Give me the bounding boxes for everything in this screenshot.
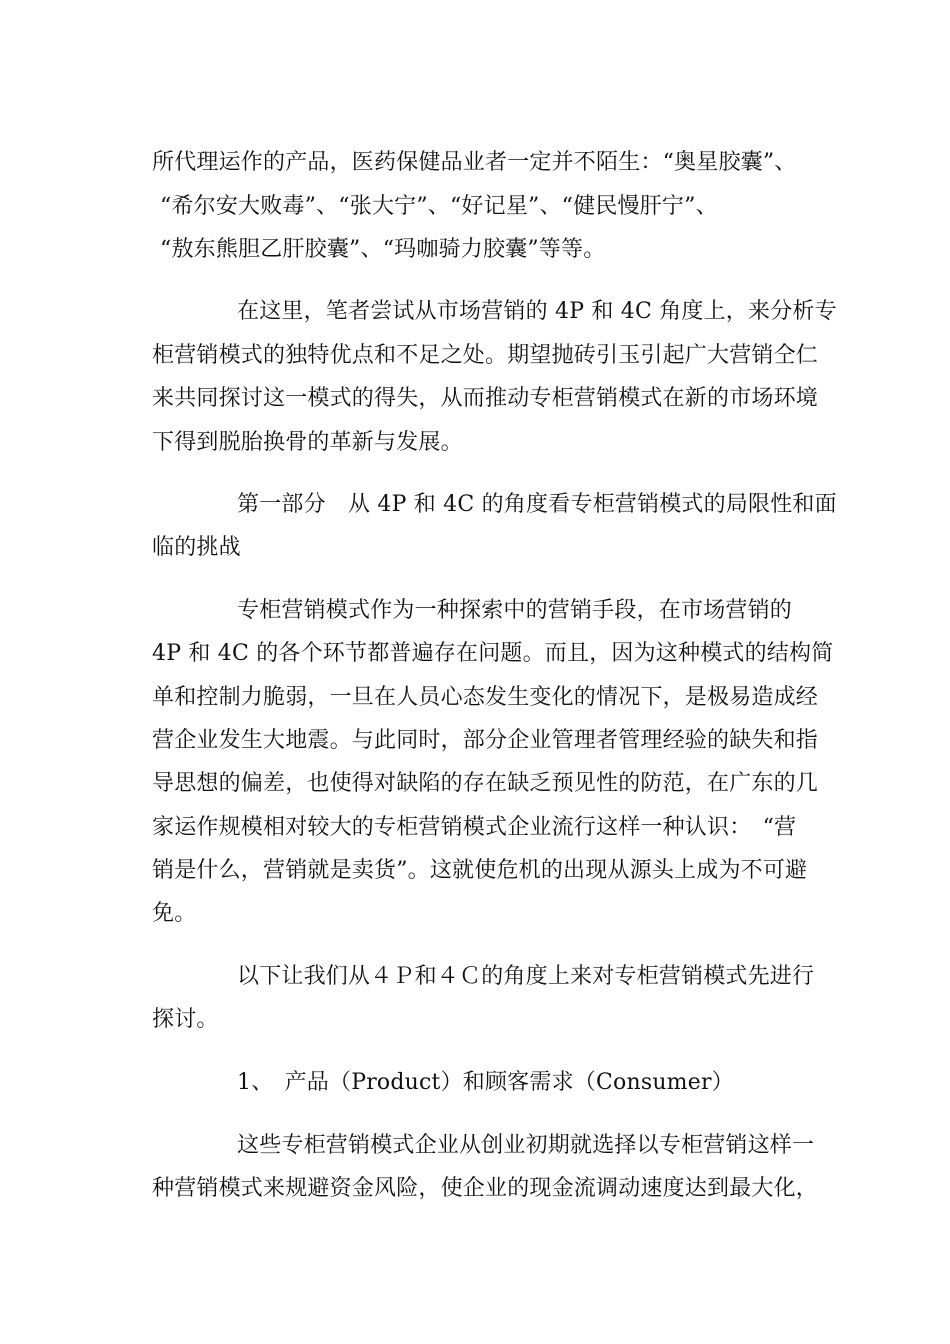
text-line: 家运作规模相对较大的专柜营销模式企业流行这样一种认识： “营 (152, 815, 797, 840)
text-line: “希尔安大败毒”、“张大宁”、“好记星”、“健民慢肝宁”、 (160, 194, 718, 219)
text-line: 4P 和 4C 的各个环节都普遍存在问题。而且，因为这种模式的结构简 (152, 641, 834, 666)
text-line: 营企业发生大地震。与此同时，部分企业管理者管理经验的缺失和指 (152, 728, 819, 753)
text-line: 种营销模式来规避资金风险，使企业的现金流调动速度达到最大化， (152, 1176, 819, 1201)
text-line: 导思想的偏差，也使得对缺陷的存在缺乏预见性的防范，在广东的几 (152, 771, 819, 796)
text-line: 单和控制力脆弱，一旦在人员心态发生变化的情况下，是极易造成经 (152, 685, 819, 710)
subheading-line: 1、 产品（Product）和顾客需求（Consumer） (237, 1070, 734, 1095)
text-line: 所代理运作的产品，医药保健品业者一定并不陌生：“奥星胶囊”、 (152, 150, 797, 175)
section-heading-line: 第一部分 从 4P 和 4C 的角度看专柜营销模式的局限性和面 (237, 492, 837, 517)
text-line: 这些专柜营销模式企业从创业初期就选择以专柜营销这样一 (237, 1133, 815, 1158)
section-heading-line: 临的挑战 (152, 535, 241, 560)
text-line: 免。 (152, 901, 197, 926)
text-line: 销是什么，营销就是卖货”。这就使危机的出现从源头上成为不可避 (152, 858, 808, 883)
text-line: 探讨。 (152, 1007, 219, 1032)
text-line: 来共同探讨这一模式的得失，从而推动专柜营销模式在新的市场环境 (152, 386, 819, 411)
text-line: 以下让我们从４Ｐ和４Ｃ的角度上来对专柜营销模式先进行 (237, 964, 815, 989)
text-line: 下得到脱胎换骨的革新与发展。 (152, 430, 463, 455)
text-line: 在这里，笔者尝试从市场营销的 4P 和 4C 角度上，来分析专 (237, 299, 837, 324)
text-line: 专柜营销模式作为一种探索中的营销手段，在市场营销的 (237, 598, 793, 623)
text-line: “敖东熊胆乙肝胶囊”、“玛咖骑力胶囊”等等。 (160, 237, 606, 262)
text-line: 柜营销模式的独特优点和不足之处。期望抛砖引玉引起广大营销仝仁 (152, 343, 819, 368)
